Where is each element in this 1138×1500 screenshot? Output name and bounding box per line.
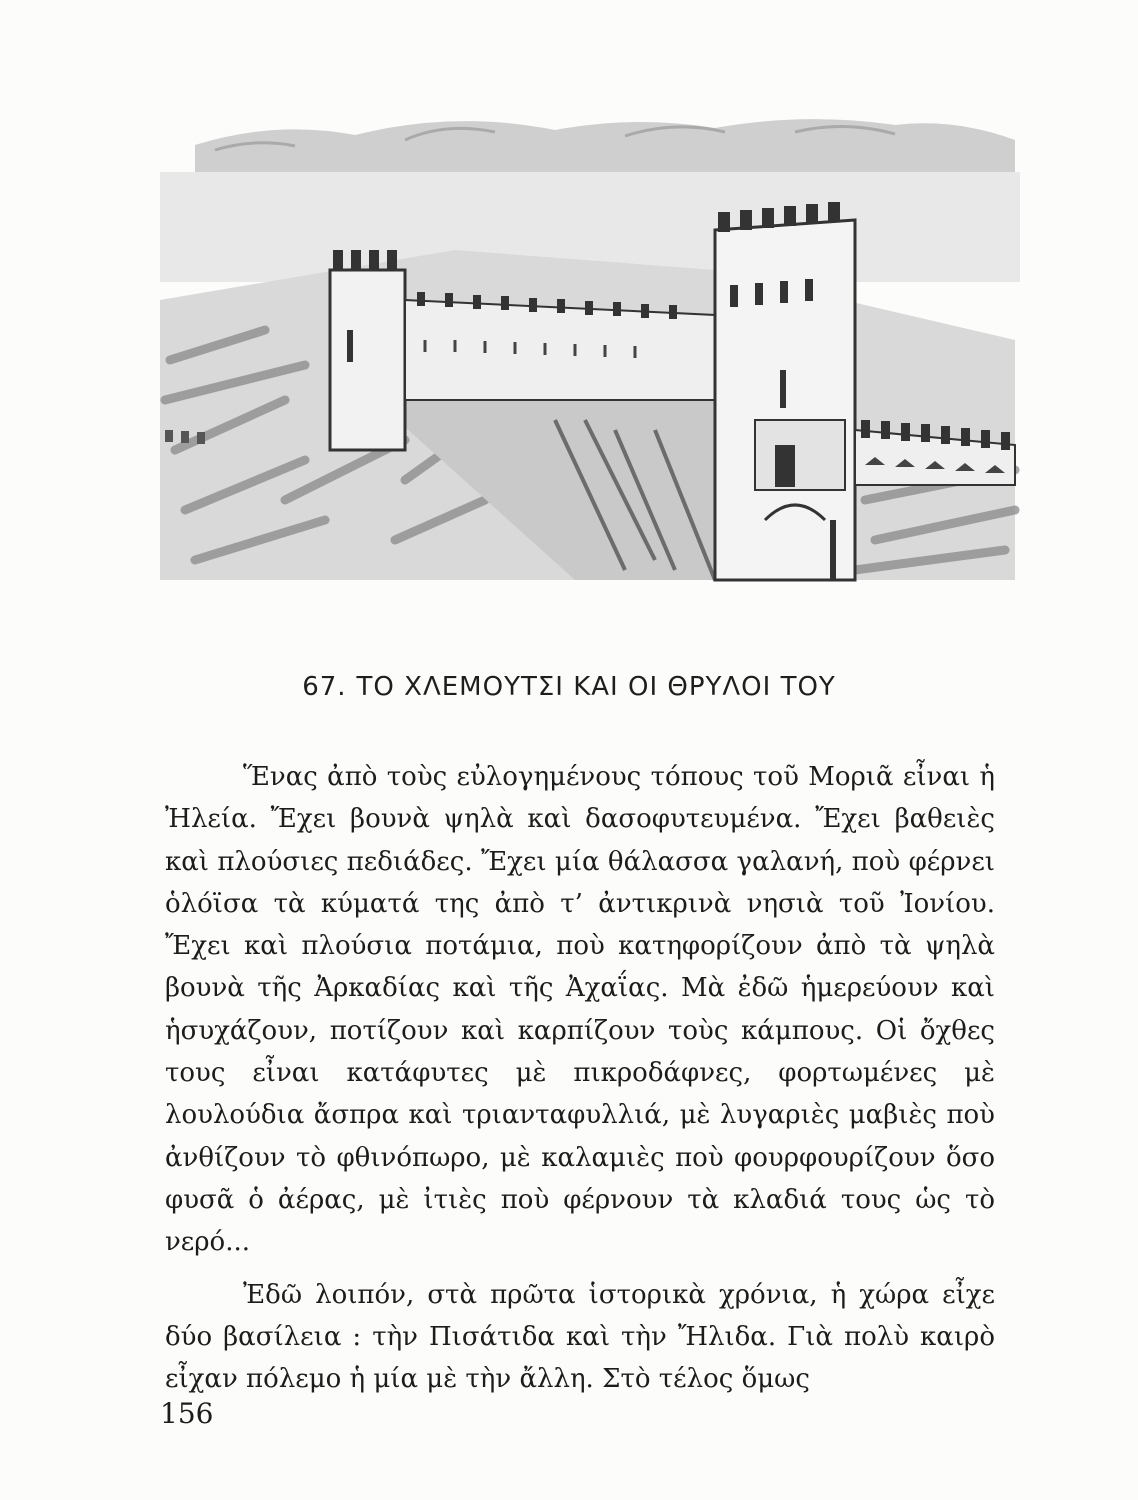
chapter-body xyxy=(165,756,995,1400)
chapter-heading xyxy=(0,672,1138,702)
page-number: 156 xyxy=(160,1397,214,1430)
paragraph: Ἕνας ἀπὸ τοὺς εὐλογημένους τόπους τοῦ Μοριᾶ εἶναι ἡ Ἠλεία. Ἔχει βουνὰ ψηλὰ καὶ δασοφυτευμένα. Ἔχει βαθειὲς καὶ πλούσιες πεδιάδες. Ἔχει μία θάλασσα γαλανή, ποὺ φέρνει ὁλόϊσα τὰ κύματά της ἀπὸ τ’ ἀντικρινὰ νησιὰ τοῦ Ἰονίου. Ἔχει καὶ πλούσια ποτάμια, ποὺ κατηφορίζουν ἀπὸ τὰ ψηλὰ βουνὰ τῆς Ἀρκαδίας καὶ τῆς Ἀχαΐας. Μὰ ἐδῶ ἡμερεύουν καὶ ἡσυχάζουν, ποτίζουν καὶ καρπίζουν τοὺς κάμπους. Οἱ ὄχθες τους εἶναι κατάφυτες μὲ πικροδάφνες, φορτωμένες μὲ λουλούδια ἄσπρα καὶ τριανταφυλλιά, μὲ λυγαριὲς μαβιὲς ποὺ ἀνθίζουν τὸ φθινόπωρο, μὲ καλαμιὲς ποὺ φουρφουρίζουν ὅσο φυσᾶ ὁ ἀέρας, μὲ ἰτιὲς ποὺ φέρνουν τὰ κλαδιά τους ὡς τὸ νερό... xyxy=(165,762,995,1258)
chapter-title: ΤΟ ΧΛΕΜΟΥΤΣΙ ΚΑΙ ΟΙ ΘΡΥΛΟΙ ΤΟΥ xyxy=(356,672,836,702)
castle-drawing-icon xyxy=(160,119,1020,580)
paragraph: Ἐδῶ λοιπόν, στὰ πρῶτα ἱστορικὰ χρόνια, ἡ χώρα εἶχε δύο βασίλεια : τὴν Πισάτιδα καὶ τὴν Ἤλιδα. Γιὰ πολὺ καιρὸ εἶχαν πόλεμο ἡ μία μὲ τὴν ἄλλη. Στὸ τέλος ὅμως xyxy=(165,1279,995,1395)
chapter-number: 67. xyxy=(302,672,347,702)
castle-illustration xyxy=(155,100,1025,600)
